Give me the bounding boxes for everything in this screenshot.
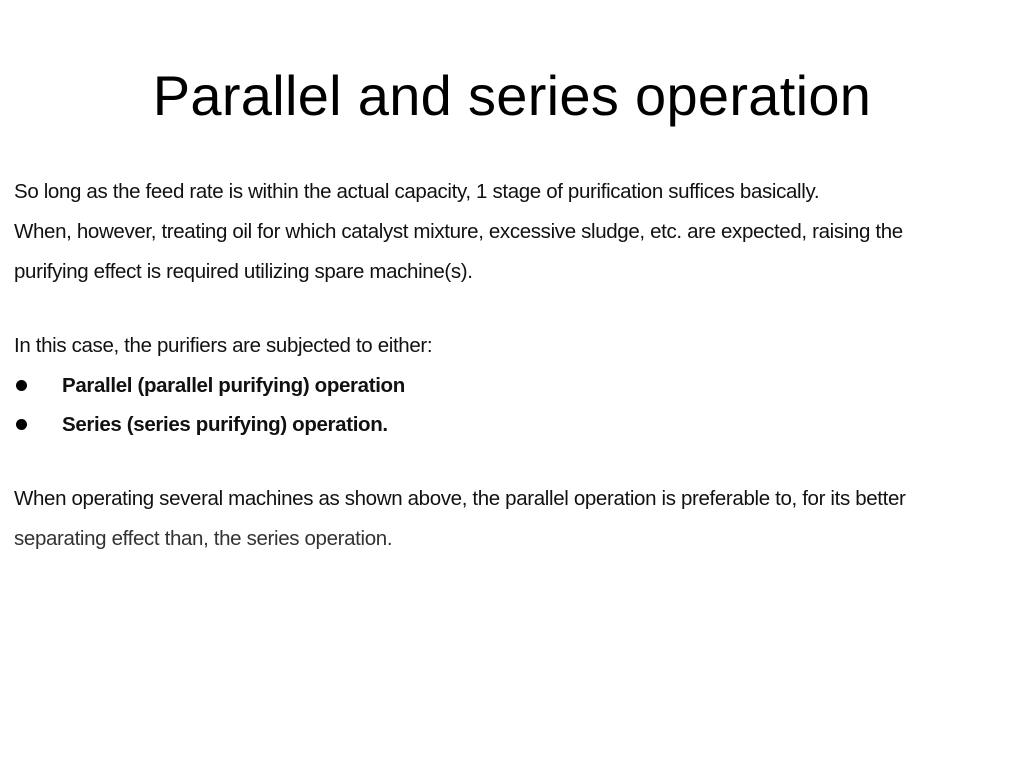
bullet-item-series — [14, 405, 1020, 444]
bullet-text: Series (series purifying) operation. — [62, 413, 388, 436]
bullet-icon — [16, 419, 27, 430]
slide-title: Parallel and series operation — [152, 64, 872, 127]
spacer — [14, 292, 1020, 326]
paragraph-1-line-1: So long as the feed rate is within the actual capacity, 1 stage of purification suffices basically. — [14, 180, 820, 203]
slide-body — [14, 172, 1020, 559]
paragraph-1-line-3: purifying effect is required utilizing spare machine(s). — [14, 260, 473, 283]
spacer — [14, 444, 1020, 479]
paragraph-2-line-2: separating effect than, the series operation. — [14, 527, 393, 550]
bullet-item-parallel — [14, 366, 1020, 405]
bullet-text: Parallel (parallel purifying) operation — [62, 374, 405, 397]
bullet-icon — [16, 380, 27, 391]
paragraph-2-line-1: When operating several machines as shown above, the parallel operation is preferable to, for its better — [14, 487, 906, 510]
intro-line: In this case, the purifiers are subjected to either: — [14, 334, 433, 357]
paragraph-1-line-2: When, however, treating oil for which catalyst mixture, excessive sludge, etc. are expected, raising the — [14, 220, 903, 243]
